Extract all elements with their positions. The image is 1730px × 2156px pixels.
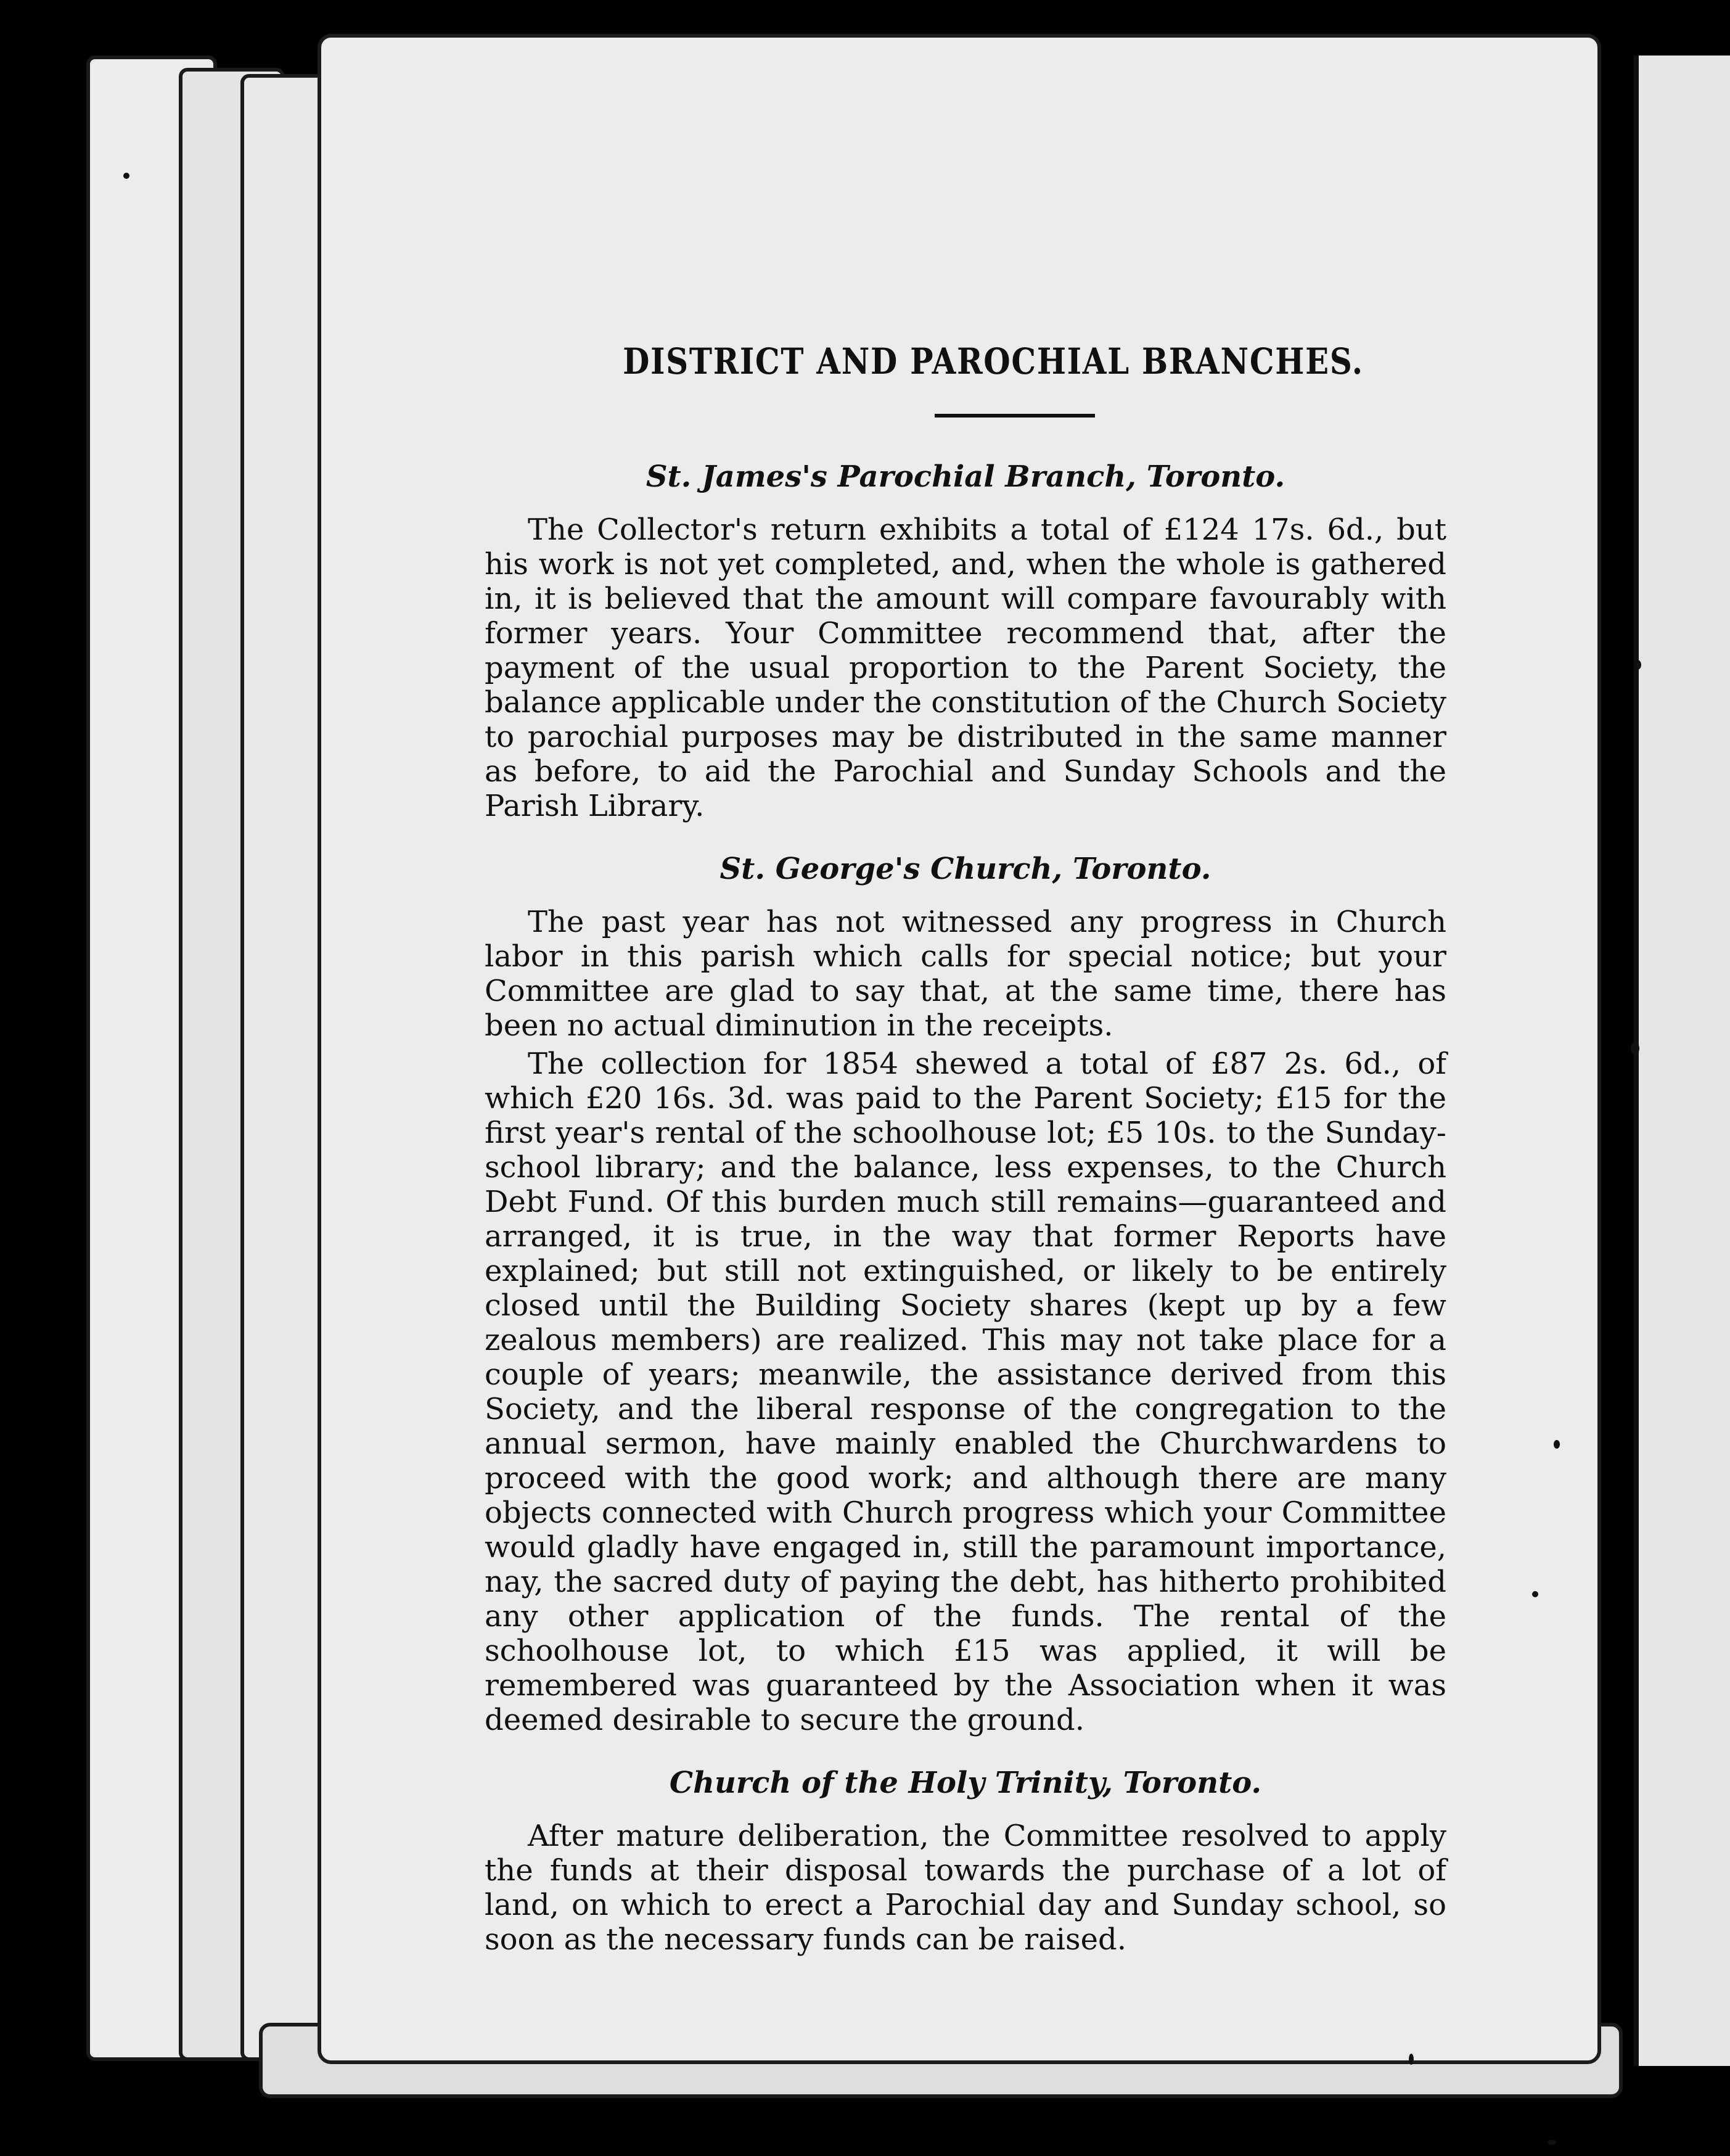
page-content <box>485 334 1446 1980</box>
facing-page-edge <box>1634 56 1730 2066</box>
section-heading: St. George's Church, Toronto. <box>719 852 1211 886</box>
paragraph: The Collector's return exhibits a total of £124 17s. 6d., but his work is not yet completed, and, when the whole is gathered in, it is believed that the amount will compare favourably with former years. Your Committee recommend that, after the payment of the usual proportion to the Parent Society, the balance applicable under the constitution of the Church Society to parochial purposes may be distributed in the same manner as before, to aid the Parochial and Sunday Schools and the Parish Library. <box>485 512 1446 823</box>
paragraph: The collection for 1854 shewed a total of £87 2s. 6d., of which £20 16s. 3d. was paid to the Parent Society; £15 for the first year's rental of the schoolhouse lot; £5 10s. to the Sunday-school library; and the balance, less expenses, to the Church Debt Fund. Of this burden much still remains—guaranteed and arranged, it is true, in the way that former Reports have explained; but still not extinguished, or likely to be entirely closed until the Building Society shares (kept up by a few zealous members) are realized. This may not take place for a couple of years; meanwile, the assistance derived from this Society, and the liberal response of the congregation to the annual sermon, have mainly enabled the Churchwardens to proceed with the good work; and although there are many objects connected with Church progress which your Committee would gladly have engaged in, still the paramount importance, nay, the sacred duty of paying the debt, has hitherto prohibited any other application of the funds. The rental of the schoolhouse lot, to which £15 was applied, it will be remembered was guaranteed by the Association when it was deemed desirable to secure the ground. <box>485 1047 1446 1737</box>
section-heading: Church of the Holy Trinity, Toronto. <box>669 1766 1262 1800</box>
paragraph: After mature deliberation, the Committee resolved to apply the funds at their disposal towards the purchase of a lot of land, on which to erect a Parochial day and Sunday school, so soon as the necessary funds can be raised. <box>485 1819 1446 1957</box>
section-st-george <box>485 847 1446 1737</box>
paragraph: The past year has not witnessed any progress in Church labor in this parish which calls for special notice; but your Committee are glad to say that, at the same time, there has been no actual diminution in the receipts. <box>485 905 1446 1043</box>
speck <box>1409 2054 1414 2065</box>
speck <box>1634 660 1641 670</box>
section-holy-trinity <box>485 1761 1446 1957</box>
speck <box>1554 1440 1560 1449</box>
speck <box>123 173 129 179</box>
speck <box>1532 1591 1538 1597</box>
title-rule <box>935 414 1095 418</box>
speck <box>1631 1042 1639 1055</box>
section-heading: St. James's Parochial Branch, Toronto. <box>646 459 1285 494</box>
page-title: DISTRICT AND PAROCHIAL BRANCHES. <box>623 340 1364 382</box>
section-st-james <box>485 455 1446 823</box>
document-page <box>318 34 1601 2064</box>
speck <box>1548 2140 1556 2145</box>
